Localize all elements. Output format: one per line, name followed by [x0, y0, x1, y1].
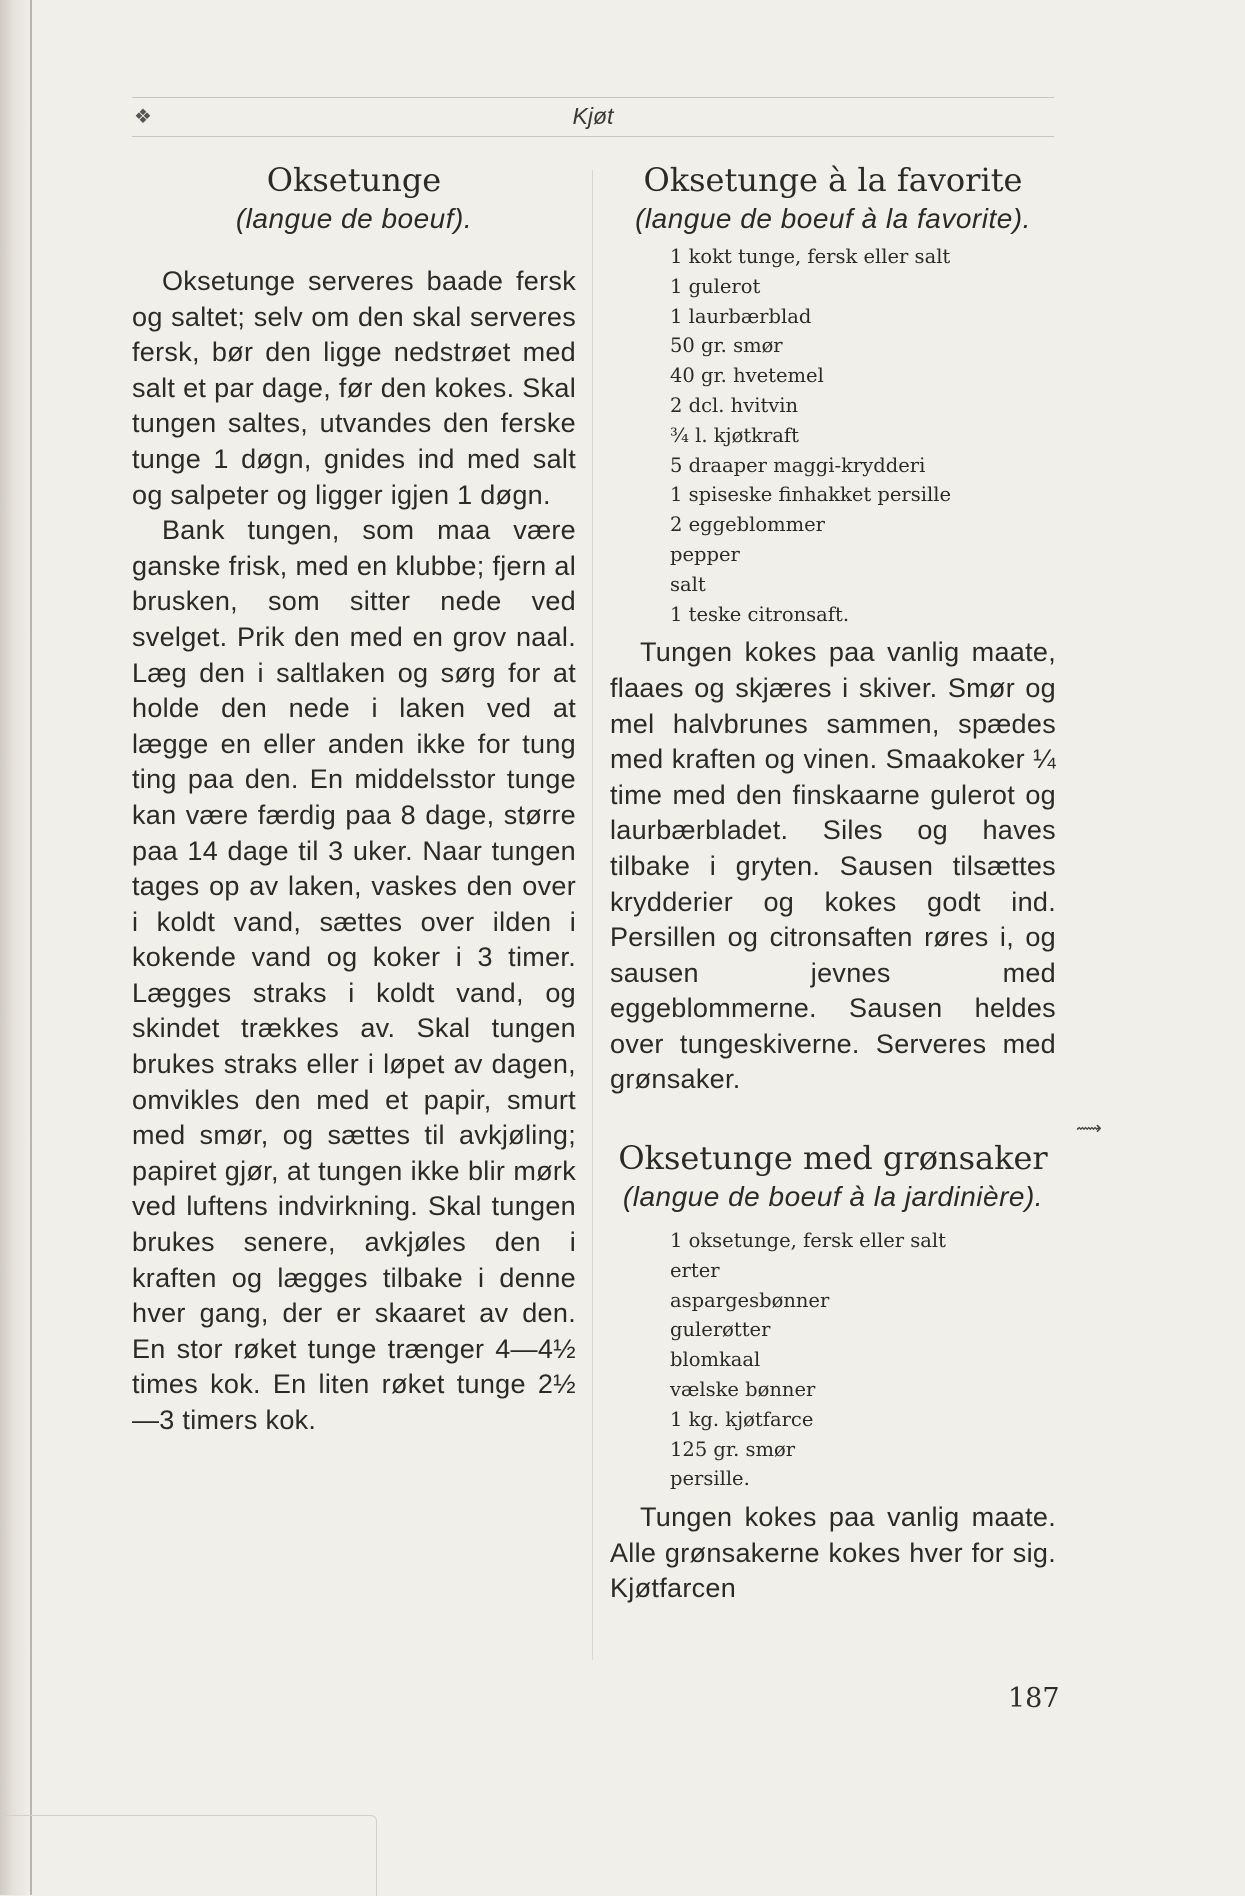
right-column — [610, 160, 1056, 1607]
margin-mark-icon: ⟿ — [1076, 1118, 1102, 1138]
ingredient-item: vælske bønner — [670, 1378, 816, 1402]
recipe-method-gronsaker — [610, 1500, 1056, 1607]
ingredient-item: 2 dcl. hvitvin — [670, 393, 799, 417]
paragraph: Tungen kokes paa vanlig maate, flaaes og skjæres i skiver. Smør og mel halvbrunes sammen, spædes med kraften og vinen. Smaakoker ¼ time med den finskaarne gulerot og laurbærbladet. Siles og haves tilbake i gryten. Sausen tilsættes krydderier og kokes godt ind. Persillen og citronsaften røres i, og sausen jevnes med eggeblommerne. Sausen heldes over tungeskiverne. Serveres med grønsaker. — [610, 637, 1056, 1095]
page-number: 187 — [1008, 1683, 1060, 1714]
recipe-subtitle-oksetunge: (langue de boeuf). — [235, 203, 473, 234]
spine-edge — [30, 0, 32, 1895]
paragraph: Oksetunge serveres baade fersk og saltet; selv om den skal serveres fersk, bør den ligge nedstrøet med salt et par dage, før den kokes. Skal tungen saltes, utvandes den ferske tunge 1 døgn, gnides ind med salt og salpeter og ligger igjen 1 døgn. — [132, 266, 576, 510]
recipe-title-gronsaker: Oksetunge med grønsaker — [618, 1139, 1048, 1178]
running-head: Kjøt — [572, 103, 614, 129]
recipe-title-oksetunge: Oksetunge — [266, 161, 442, 199]
ingredient-item: aspargesbønner — [670, 1288, 830, 1312]
ingredient-item: 1 kg. kjøtfarce — [670, 1407, 814, 1431]
paragraph: Bank tungen, som maa være ganske frisk, med en klubbe; fjern al brusken, som sitter nede ved svelget. Prik den med en grov naal. Læg den i saltlaken og sørg for at holde den nede i laken ved at lægge en eller anden ikke for tung ting paa den. En middelsstor tunge kan være færdig paa 8 dage, større paa 14 dage til 3 uker. Naar tungen tages op av laken, vaskes den over i koldt vand, sættes over ilden i kokende vand og koker i 3 timer. Lægges straks i koldt vand, og skindet trækkes av. Skal tungen brukes straks eller i løpet av dagen, omvikles den med et papir, smurt med smør, og sættes til avkjøling; papiret gjør, at tungen ikke blir mørk ved luftens indvirkning. Skal tungen brukes senere, avkjøles den i kraften og lægges tilbake i denne hver gang, der er skaaret av den. En stor røket tunge trænger 4—4½ times kok. En liten røket tunge 2½—3 timers kok. — [132, 515, 576, 1435]
page-edge-tab — [0, 1815, 377, 1896]
ingredient-list-gronsaker — [610, 1226, 1056, 1494]
recipe-subtitle-favorite: (langue de boeuf à la favorite). — [635, 203, 1031, 234]
recipe-method-favorite — [610, 635, 1056, 1098]
recipe-subtitle-gronsaker: (langue de boeuf à la jardinière). — [622, 1181, 1044, 1213]
page-header — [132, 97, 1054, 137]
ingredient-item: persille. — [670, 1467, 750, 1491]
left-column — [132, 160, 576, 1439]
ingredient-item: 1 gulerot — [670, 274, 761, 298]
ingredient-item: 2 eggeblommer — [670, 513, 825, 537]
ingredient-item: blomkaal — [670, 1348, 761, 1372]
ingredient-item: ¾ l. kjøtkraft — [670, 423, 799, 447]
ingredient-item: 1 teske citronsaft. — [670, 602, 850, 626]
ingredient-item: 40 gr. hvetemel — [670, 364, 824, 388]
ingredient-item: pepper — [670, 542, 740, 566]
book-spine — [0, 0, 32, 1895]
ingredient-item: gulerøtter — [670, 1318, 771, 1342]
ingredient-item: 1 laurbærblad — [670, 304, 812, 328]
ingredient-item: erter — [670, 1258, 720, 1282]
ingredient-item: 50 gr. smør — [670, 334, 783, 358]
ingredient-item: 125 gr. smør — [670, 1437, 796, 1461]
ingredient-item: 1 spiseske finhakket persille — [670, 483, 951, 507]
column-divider — [592, 170, 593, 1660]
ingredient-item: salt — [670, 572, 706, 596]
recipe-title-favorite: Oksetunge à la favorite — [643, 161, 1023, 199]
ingredient-list-favorite — [610, 242, 1056, 629]
ingredient-item: 1 oksetunge, fersk eller salt — [670, 1229, 946, 1253]
ingredient-item: 5 draaper maggi-krydderi — [670, 453, 926, 477]
paragraph: Tungen kokes paa vanlig maate. Alle grønsakerne kokes hver for sig. Kjøtfarcen — [610, 1502, 1056, 1604]
recipe-body-oksetunge — [132, 264, 576, 1439]
ornament-icon: ❖ — [134, 106, 152, 128]
ingredient-item: 1 kokt tunge, fersk eller salt — [670, 245, 951, 268]
